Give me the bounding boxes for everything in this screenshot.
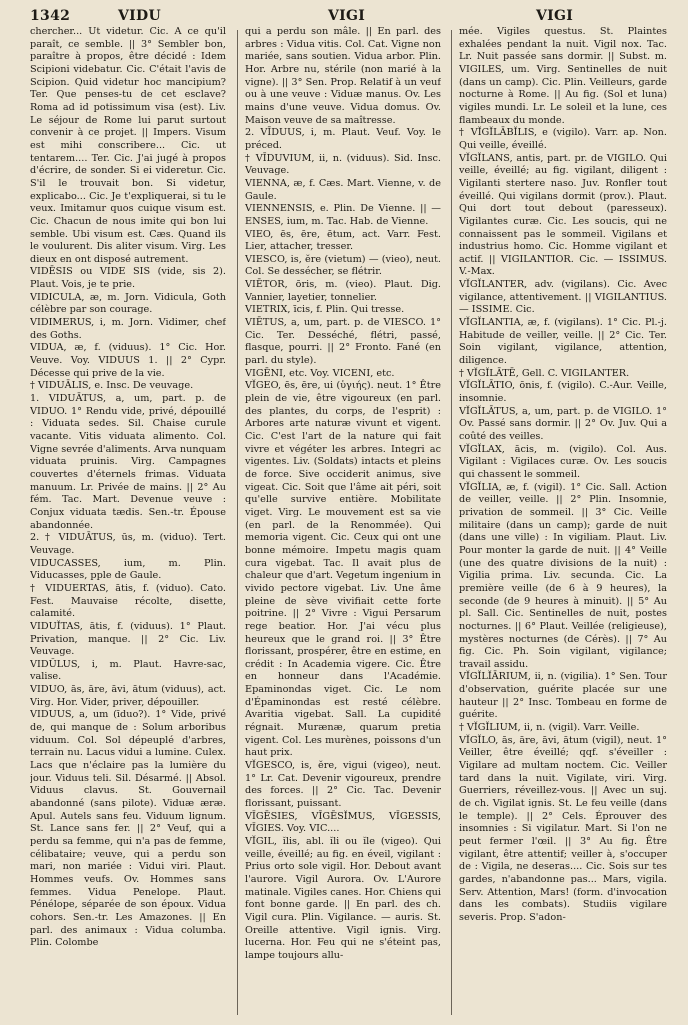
dictionary-entry: † VĬGĬLIUM, ii, n. (vigil). Varr. Veille. [459, 722, 640, 734]
dictionary-entry: qui a perdu son mâle. || En parl. des arbres : Vidua vitis. Col. Cat. Vigne non mariée, sans soutien. Vidua arbor. Plin. Hor. Arbre nu, stérile (non marié à la vigne). || 3° Sen. Prop. Relatif à un veuf ou à une veuve : Viduæ manus. Ov. Les mains d'une veuve. Vidua domus. Ov. Maison veuve de sa maîtresse. [245, 26, 441, 126]
dictionary-entry: 2. VĪDUUS, i, m. Plaut. Veuf. Voy. le préced. [245, 127, 441, 151]
dictionary-entry: VIENNA, æ, f. Cæs. Mart. Vienne, v. de Gaule. [245, 177, 441, 202]
dictionary-entry: VIENNENSIS, e. Plin. De Vienne. || — ENSES, ium, m. Tac. Hab. de Vienne. [245, 203, 441, 227]
dictionary-entry: 2. † VIDUĀTUS, ūs, m. (viduo). Tert. Veuvage. [30, 532, 226, 556]
page-number: 1342 [30, 8, 71, 24]
dictionary-entry: † VIDUĀLIS, e. Insc. De veuvage. [30, 380, 194, 392]
dictionary-entry: VIDUO, ās, āre, āvi, ātum (viduus), act. Virg. Hor. Vider, priver, dépouiller. [30, 684, 226, 708]
dictionary-entry: † VĬGĬLĀTĒ, Gell. C. VIGILANTER. [459, 367, 630, 379]
dictionary-entry: † VĬGĬLĀBĬLIS, e (vigilo). Varr. ap. Non. Qui veille, éveillé. [459, 127, 667, 151]
dictionary-entry: chercher... Ut videtur. Cic. A ce qu'il paraît, ce semble. || 3° Sembler bon, paraître à propos, être décidé : Idem Scipioni videbatur. Cic. C'était l'avis de Scipion. Quid videtur hoc mancipium? Ter. Que penses-tu de cet esclave? Roma ad id potissimum visa (est). Liv. Le séjour de Rome lui parut surtout convenir à ce projet. || Impers. Visum est mihi conscribere... Cic. ut tentarem.... Ter. Cic. J'ai jugé à propos d'écrire, de sonder. Si ei videretur. Cic. S'il le trouvait bon. Si videtur, explicabo... Cic. Je t'expliquerai, si tu le veux. Imitamur quos cuique visum est. Cic. Chacun de nous imite qui bon lui semble. Ubi visum est. Cæs. Quand ils le voulurent. Dis aliter visum. Virg. Les dieux en ont disposé autrement. [30, 26, 226, 265]
running-head-left: VIDU [118, 8, 161, 24]
dictionary-entry: VIDUA, æ, f. (viduus). 1° Cic. Hor. Veuve. Voy. VIDUUS 1. || 2° Cypr. Décesse qui prive de la vie. [30, 342, 226, 379]
dictionary-entry: VIDUĬTAS, ātis, f. (viduus). 1° Plaut. Privation, manque. || 2° Cic. Liv. Veuvage. [30, 620, 226, 658]
dictionary-entry: VIDIMERUS, i, m. Jorn. Vidimer, chef des Goths. [30, 317, 226, 341]
running-head-right: VIGI [536, 8, 574, 24]
dictionary-entry: VIDUCASSES, ium, m. Plin. Viducasses, pple de Gaule. [30, 557, 226, 582]
dictionary-entry: VIESCO, is, ĕre (vietum) — (vieo), neut. Col. Se dessécher, se flétrir. [245, 253, 441, 278]
dictionary-entry: VĬGĬLANTIA, æ, f. (vigilans). 1° Cic. Pl.-j. Habitude de veiller, veille. || 2° Cic. Ter. Soin vigilant, vigilance, attention, diligence. [459, 317, 667, 367]
column-middle [245, 26, 441, 1016]
dictionary-entry: VĬGĬLIA, æ, f. (vigil). 1° Cic. Sall. Action de veiller, veille. || 2° Plin. Insomnie, privation de sommeil. || 3° Cic. Veille militaire (dans un camp); garde de nuit (dans une ville) : In vigiliam. Plaut. Liv. Pour monter la garde de nuit. || 4° Veille (une des quatre divisions de la nuit) : Vigilia prima. Liv. secunda. Cic. La première veille (de 6 à 9 heures), la seconde (de 9 heures à minuit). || 5° Au pl. Sall. Cic. Sentinelles de nuit, postes nocturnes. || 6° Plaut. Veillée (religieuse), mystères nocturnes (de Cérès). || 7° Au fig. Cic. Ph. Soin vigilant, vigilance; travail assidu. [459, 481, 667, 670]
column-right [459, 26, 667, 1016]
column-left [30, 26, 226, 1016]
running-head-center: VIGI [328, 8, 366, 24]
dictionary-entry: VĬGEO, ēs, ēre, ui (ὑγιής). neut. 1° Être plein de vie, être vigoureux (en parl. des plantes, du corps, de l'esprit) : Arbores arte naturæ vivunt et vigent. Cic. C'est l'art de la nature qui fait vivre et végéter les arbres. Integri ac vigentes. Liv. (Soldats) intacts et pleins de force. Sive occiderit animus, sive vigeat. Cic. Soit que l'âme ait péri, soit qu'elle survive entière. Mobilitate viget. Virg. Le mouvement est sa vie (en parl. de la Renommée). Qui memoria vigent. Cic. Ceux qui ont une bonne mémoire. Impetu magis quam cura vigebat. Tac. Il avait plus de chaleur que d'art. Vegetum ingenium in vivido pectore vigebat. Liv. Une âme pleine de sève vivifiait cette forte poitrine. || 2° Vivre : Vigui Persarum rege beatior. Hor. J'ai vécu plus heureux que le grand roi. || 3° Être florissant, prospérer, être en estime, en crédit : In Academia vigere. Cic. Être en honneur dans l'Académie. Epaminondas viget. Cic. Le nom d'Épaminondas est resté célèbre. Avaritia vigebat. Sall. La cupidité régnait. Murænæ, quarum pretia vigent. Col. Les murènes, poissons d'un haut prix. [245, 380, 441, 759]
dictionary-entry: VĬGĬLANTER, adv. (vigilans). Cic. Avec vigilance, attentivement. || VIGILANTIUS. — ISSIME. Cic. [459, 279, 667, 316]
dictionary-entry: VĬGĬLĀTIO, ōnis, f. (vigilo). C.-Aur. Veille, insomnie. [459, 380, 667, 405]
dictionary-entry: mée. Vigiles questus. St. Plaintes exhalées pendant la nuit. Vigil nox. Tac. Lr. Nuit passée sans dormir. || Subst. m. VIGILES, um. Virg. Sentinelles de nuit (dans un camp). Cic. Plin. Veilleurs, garde nocturne à Rome. || Au fig. (Sol et luna) vigiles mundi. Lr. Le soleil et la lune, ces flambeaux du monde. [459, 26, 667, 126]
column-divider [237, 30, 238, 1015]
dictionary-entry: VĬGĬLAX, ācis, m. (vigilo). Col. Aus. Vigilant : Vigilaces curæ. Ov. Les soucis qui chassent le sommeil. [459, 443, 667, 480]
dictionary-entry: VĬGĬLO, ās, āre, āvi, ātum (vigil), neut. 1° Veiller, être éveillé; qqf. s'éveiller : Vigilare ad multam noctem. Cic. Veiller tard dans la nuit. Vigilate, viri. Virg. Guerriers, réveillez-vous. || Avec un suj. de ch. Vigilat ignis. St. Le feu veille (dans le temple). || 2° Cels. Éprouver des insomnies : Si vigilatur. Mart. Si l'on ne peut fermer l'œil. || 3° Au fig. Être vigilant, être attentif; veiller à, s'occuper de : Vigila, ne deseras.... Cic. Sois sur tes gardes, n'abandonne pas... Mars, vigila. Serv. Attention, Mars! (form. d'invocation dans les combats). Studiis vigilare severis. Prop. S'adon- [459, 734, 667, 923]
dictionary-entry: VĬGIL, ĭlis, abl. ĭli ou ĭle (vigeo). Qui veille, éveillé; au fig. en éveil, vigilant : Prius orto sole vigil. Hor. Debout avant l'aurore. Vigil Aurora. Ov. L'Aurore matinale. Vigiles canes. Hor. Chiens qui font bonne garde. || En parl. des ch. Vigil cura. Plin. Vigilance. — auris. St. Oreille attentive. Vigil ignis. Virg. lucerna. Hor. Feu qui ne s'éteint pas, lampe toujours allu- [245, 836, 441, 961]
dictionary-entry: VIGĒNI, etc. Voy. VICENI, etc. [245, 367, 395, 379]
dictionary-entry: VĪGĒSIES, VĪGĒSĬMUS, VĪGESSIS, VĪGIES. Voy. VIC.... [245, 810, 441, 835]
dictionary-entry: VIĒTOR, ōris, m. (vieo). Plaut. Dig. Vannier, layetier, tonnelier. [245, 279, 441, 303]
dictionary-entry: VIDICULA, æ, m. Jorn. Vidicula, Goth célèbre par son courage. [30, 291, 226, 316]
dictionary-entry: VĬGĬLĬĀRIUM, ii, n. (vigilia). 1° Sen. Tour d'observation, guérite placée sur une hauteur || 2° Insc. Tombeau en forme de guérite. [459, 671, 667, 721]
dictionary-entry: † VĪDUVIUM, ii, n. (viduus). Sid. Insc. Veuvage. [245, 152, 441, 177]
dictionary-entry: VIDĒSIS ou VIDE SIS (vide, sis 2). Plaut. Vois, je te prie. [30, 266, 226, 291]
dictionary-entry: VĬGĬLĀTUS, a, um, part. p. de VIGILO. 1° Ov. Passé sans dormir. || 2° Ov. Juv. Qui a coûté des veilles. [459, 405, 667, 442]
dictionary-entry: VIDUUS, a, um (īduo?). 1° Vide, privé de, qui manque de : Solum arboribus viduum. Col. Sol dépeuplé d'arbres, terrain nu. Lacus vidui a lumine. Culex. Lacs que n'éclaire pas la lumière du jour. Viduus teli. Sil. Désarmé. || Absol. Viduus clavus. St. Gouvernail abandonné (sans pilote). Viduæ æræ. Apul. Autels sans feu. Viduum lignum. St. Lance sans fer. || 2° Veuf, qui a perdu sa femme, qui n'a pas de femme, célibataire; veuve, qui a perdu son mari, non mariée : Vidui viri. Plaut. Hommes veufs. Ov. Hommes sans femmes. Vidua Penelope. Plaut. Pénélope, séparée de son époux. Vidua cohors. Sen.-tr. Les Amazones. || En parl. des animaux : Vidua columba. Plin. Colombe [30, 709, 226, 949]
dictionary-entry: VIEO, ēs, ēre, ētum, act. Varr. Fest. Lier, attacher, tresser. [245, 228, 441, 253]
dictionary-entry: VĬGESCO, is, ĕre, vigui (vigeo), neut. 1° Lr. Cat. Devenir vigoureux, prendre des forces. || 2° Cic. Tac. Devenir florissant, puissant. [245, 760, 441, 810]
column-divider [451, 30, 452, 1015]
dictionary-entry: VIĒTUS, a, um, part. p. de VIESCO. 1° Cic. Ter. Desséché, flétri, passé, flasque, pourri. || 2° Fronto. Fané (en parl. du style). [245, 317, 441, 367]
dictionary-entry: VIETRIX, īcis, f. Plin. Qui tresse. [245, 304, 405, 316]
dictionary-entry: VĬGĬLANS, antis, part. pr. de VIGILO. Qui veille, éveillé; au fig. vigilant, diligent : Vigilanti stertere naso. Juv. Ronfler tout éveillé. Qui vigilans dormit (prov.). Plaut. Qui dort tout debout (paresseux). Vigilantes curæ. Cic. Les soucis, qui ne connaissent pas le sommeil. Vigilans et industrius homo. Cic. Homme vigilant et actif. || VIGILANTIOR. Cic. — ISSIMUS. V.-Max. [459, 152, 667, 278]
dictionary-entry: † VIDUERTAS, ātis, f. (viduo). Cato. Fest. Mauvaise récolte, disette, calamité. [30, 582, 226, 620]
dictionary-entry: 1. VIDUĀTUS, a, um, part. p. de VIDUO. 1° Rendu vide, privé, dépouillé : Viduata sedes. Sil. Chaise curule vacante. Vitis viduata alimento. Col. Vigne sevrée d'aliments. Arva nunquam viduata pruinis. Virg. Campagnes couvertes d'éternels frimas. Viduata manuum. Lr. Privée de mains. || 2° Au fém. Tac. Mart. Devenue veuve : Conjux viduata tædis. Sen.-tr. Épouse abandonnée. [30, 393, 226, 531]
dictionary-entry: VIDŬLUS, i, m. Plaut. Havre-sac, valise. [30, 658, 226, 683]
